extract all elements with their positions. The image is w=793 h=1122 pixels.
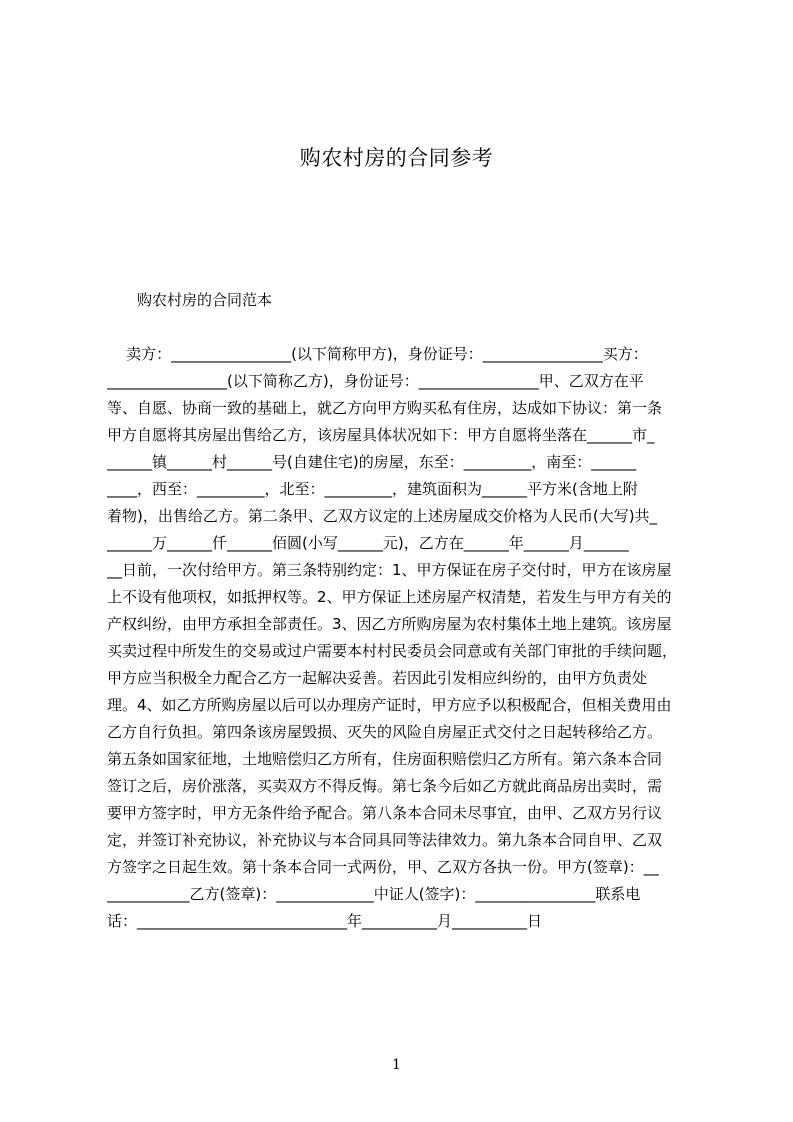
contract-line: 着物)，出售给乙方。第二条甲、乙双方议定的上述房屋成交价格为人民币(大写)共_ [107,507,658,525]
contract-line: 买卖过程中所发生的交易或过户需要本村村民委员会同意或有关部门审批的手续问题， [107,642,678,660]
page-number: 1 [392,1057,401,1073]
contract-line: 理。4、如乙方所购房屋以后可以办理房产证时，甲方应予以积极配合，但相关费用由 [107,696,672,714]
contract-line: ______镇______村______号(自建住宅)的房屋，东至：_________，南至：______ [107,453,637,471]
contract-line: ______万______仟______佰圆(小写______元)，乙方在______年______月______ [107,534,629,552]
document-title: 购农村房的合同参考 [299,146,494,170]
contract-line: 签订之后，房价涨落，买卖双方不得反悔。第七条今后如乙方就此商品房出卖时，需 [107,777,663,795]
contract-line: 要甲方签字时，甲方无条件给予配合。第八条本合同未尽事宜，由甲、乙双方另行议 [107,804,663,822]
contract-line: 卖方：________________(以下简称甲方)，身份证号：________________买方： [107,345,648,363]
contract-line: ___________乙方(签章)：_____________中证人(签字)：________________联系电 [107,885,641,903]
contract-line: 甲方应当积极全力配合乙方一起解决妥善。若因此引发相应纠纷的，由甲方负责处 [107,669,648,687]
contract-line: ____，西至：_________，北至：_________，建筑面积为______平方米(含地上附 [107,480,638,498]
contract-line: 上不设有他项权，如抵押权等。2、甲方保证上述房屋产权清楚，若发生与甲方有关的 [107,588,672,606]
contract-line: 乙方自行负担。第四条该房屋毁损、灭失的风险自房屋正式交付之日起转移给乙方。 [107,723,663,741]
contract-line: __日前，一次付给甲方。第三条特别约定：1、甲方保证在房子交付时，甲方在该房屋 [107,561,672,579]
contract-line: 产权纠纷，由甲方承担全部责任。3、因乙方所购房屋为农村集体土地上建筑。该房屋 [107,615,672,633]
document-subtitle: 购农村房的合同范本 [137,291,273,309]
contract-line: ________________(以下简称乙方)，身份证号：________________甲、乙双方在平 [107,372,644,390]
contract-line: 定，并签订补充协议，补充协议与本合同具同等法律效力。第九条本合同自甲、乙双 [107,831,663,849]
contract-line: 等、自愿、协商一致的基础上，就乙方向甲方购买私有住房，达成如下协议：第一条 [107,399,663,417]
contract-line: 甲方自愿将其房屋出售给乙方，该房屋具体状况如下：甲方自愿将坐落在______市_ [107,426,655,444]
contract-line: 第五条如国家征地，土地赔偿归乙方所有，住房面积赔偿归乙方所有。第六条本合同 [107,750,663,768]
contract-line: 方签字之日起生效。第十条本合同一式两份，甲、乙双方各执一份。甲方(签章)：__ [107,858,659,876]
contract-line: 话：____________________________年__________月__________日 [107,912,543,930]
